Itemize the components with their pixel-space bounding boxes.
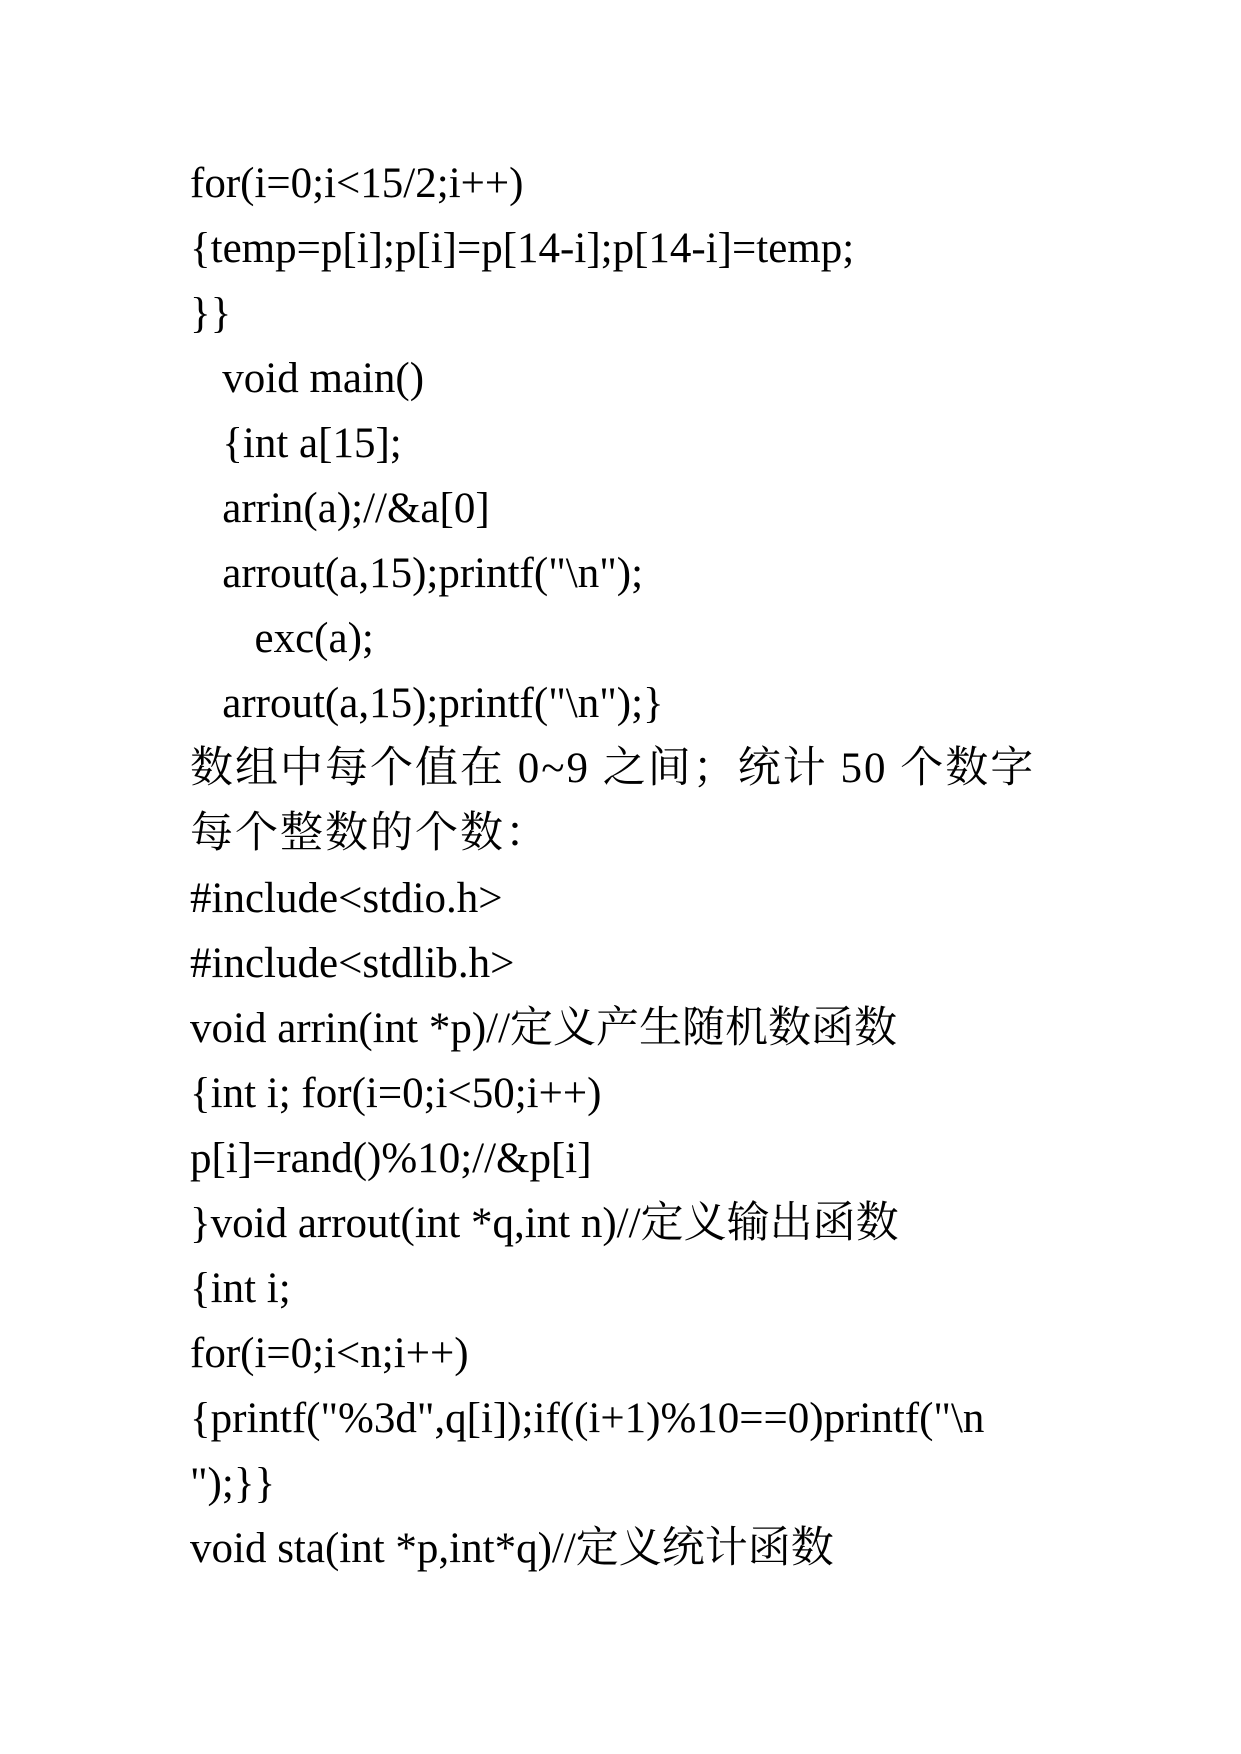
code-line-exc-call: exc(a);: [190, 615, 374, 662]
paragraph-line-2: 每个整数的个数：: [190, 810, 550, 857]
code-line-swap: {temp=p[i];p[i]=p[14-i];p[14-i]=temp;: [190, 225, 855, 272]
code-line-arrout-decl: }void arrout(int *q,int n)//定义输出函数: [190, 1200, 899, 1247]
code-line-int-i: {int i;: [190, 1265, 291, 1312]
code-line-array-decl: {int a[15];: [190, 420, 402, 467]
code-line-arrin-decl: void arrin(int *p)//定义产生随机数函数: [190, 1005, 898, 1052]
code-line-arrin-call: arrin(a);//&a[0]: [190, 485, 490, 532]
code-line-include-stdio: #include<stdio.h>: [190, 875, 503, 922]
code-line-arrout-call: arrout(a,15);printf("\n");: [190, 550, 644, 597]
code-line-arrin-loop: {int i; for(i=0;i<50;i++): [190, 1070, 602, 1117]
code-line-for-loop: for(i=0;i<15/2;i++): [190, 160, 524, 207]
code-line-printf: {printf("%3d",q[i]);if((i+1)%10==0)printf("\n: [190, 1395, 985, 1442]
code-line-include-stdlib: #include<stdlib.h>: [190, 940, 515, 987]
code-line-arrout-call-2: arrout(a,15);printf("\n");}: [190, 680, 664, 727]
code-line-for-n: for(i=0;i<n;i++): [190, 1330, 469, 1377]
code-line-sta-decl: void sta(int *p,int*q)//定义统计函数: [190, 1525, 834, 1572]
code-line-close-braces: }}: [190, 290, 232, 337]
paragraph-line-1: 数组中每个值在 0~9 之间；统计 50 个数字: [190, 745, 1036, 792]
code-line-printf-end: ");}}: [190, 1460, 276, 1507]
code-line-main-decl: void main(): [190, 355, 425, 402]
code-line-rand: p[i]=rand()%10;//&p[i]: [190, 1135, 592, 1182]
